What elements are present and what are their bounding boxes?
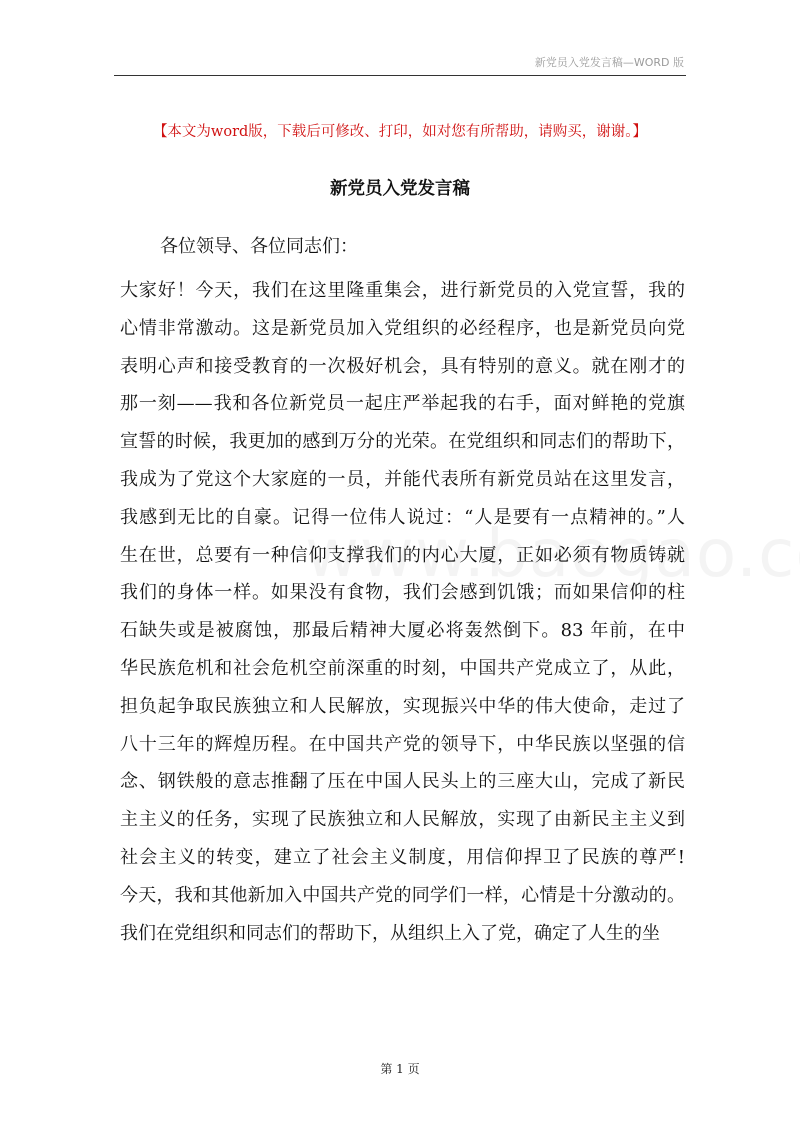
body-line: 主主义的任务，实现了民族独立和人民解放，实现了由新民主主义到 (120, 809, 685, 831)
body-line: 我们在党组织和同志们的帮助下，从组织上入了党，确定了人生的坐 (120, 922, 660, 944)
body-line: 表明心声和接受教育的一次极好机会，具有特别的意义。就在刚才的 (120, 355, 685, 377)
body-line: 宣誓的时候，我更加的感到万分的光荣。在党组织和同志们的帮助下， (120, 431, 685, 453)
page-number: 第 1 页 (380, 1062, 420, 1076)
body-line: 石缺失或是被腐蚀，那最后精神大厦必将轰然倒下。83 年前，在中 (120, 620, 685, 642)
body-line: 我们的身体一样。如果没有食物，我们会感到饥饿；而如果信仰的柱 (120, 582, 685, 604)
body-line: 我成为了党这个大家庭的一员，并能代表所有新党员站在这里发言， (120, 468, 685, 490)
page-header: 新党员入党发言稿—WORD 版 (534, 56, 684, 69)
salutation: 各位领导、各位同志们： (160, 236, 358, 257)
body-line: 心情非常激动。这是新党员加入党组织的必经程序，也是新党员向党 (120, 317, 685, 339)
body-line: 担负起争取民族独立和人民解放，实现振兴中华的伟大使命，走过了 (120, 695, 685, 717)
body-line: 念、钢铁般的意志推翻了压在中国人民头上的三座大山，完成了新民 (120, 771, 685, 793)
body-line: 社会主义的转变，建立了社会主义制度，用信仰捍卫了民族的尊严! (120, 846, 685, 868)
body-line: 华民族危机和社会危机空前深重的时刻，中国共产党成立了，从此， (120, 657, 685, 679)
header-divider (114, 75, 686, 76)
body-line: 生在世，总要有一种信仰支撑我们的内心大厦，正如必须有物质铸就 (120, 544, 685, 566)
purchase-notice: 【本文为word版，下载后可修改、打印，如对您有所帮助，请购买，谢谢。】 (152, 124, 648, 140)
body-text (120, 278, 685, 958)
body-line: 今天，我和其他新加入中国共产党的同学们一样，心情是十分激动的。 (120, 884, 685, 906)
body-line: 大家好！今天，我们在这里隆重集会，进行新党员的入党宣誓，我的 (120, 280, 685, 301)
body-line: 那一刻——我和各位新党员一起庄严举起我的右手，面对鲜艳的党旗 (120, 393, 685, 415)
document-title: 新党员入党发言稿 (330, 179, 470, 199)
body-line: 我感到无比的自豪。记得一位伟人说过：“人是要有一点精神的。”人 (120, 506, 685, 528)
body-line: 八十三年的辉煌历程。在中国共产党的领导下，中华民族以坚强的信 (120, 733, 685, 755)
